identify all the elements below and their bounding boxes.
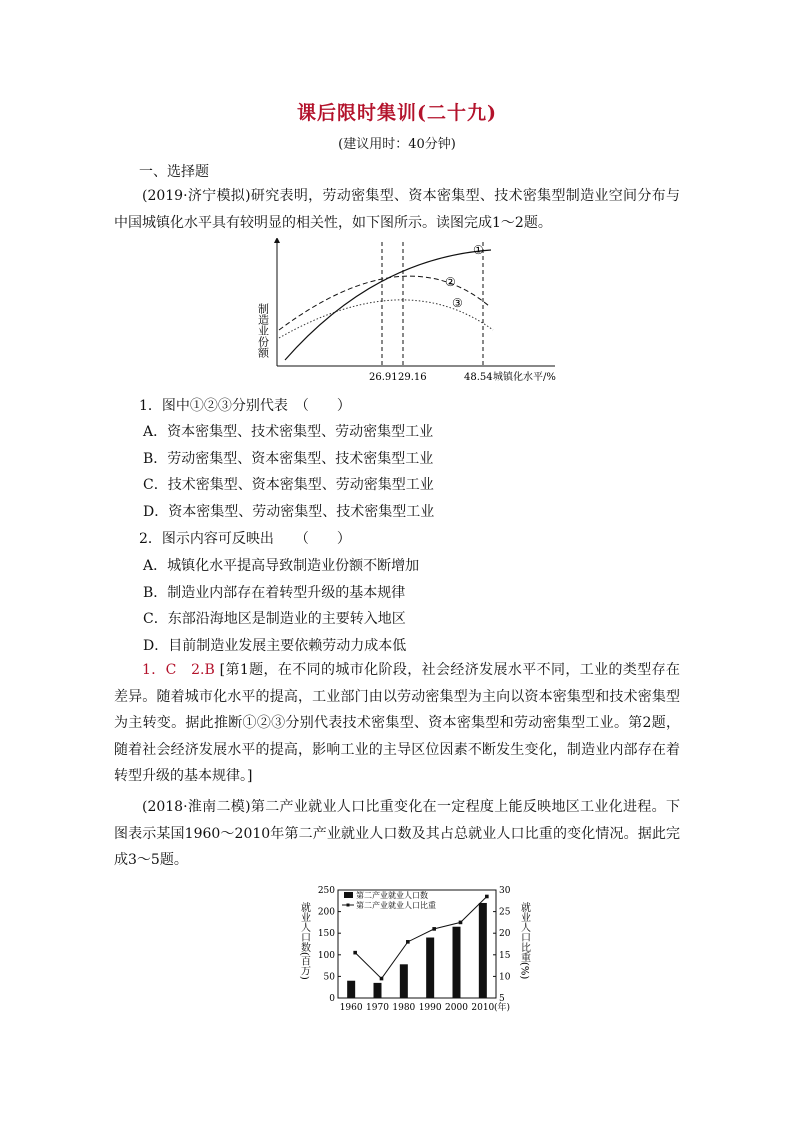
answer-block-1 [114, 657, 680, 790]
bar-2010 [479, 903, 487, 998]
share-point-1960 [353, 951, 357, 955]
legend-bar-label: 第二产业就业人口数 [356, 891, 428, 900]
figure-employment-chart [280, 880, 550, 1020]
share-point-1990 [432, 927, 436, 931]
answer-explanation: [第1题，在不同的城市化阶段，社会经济发展水平不同，工业的类型存在差异。随着城市化水平的提高，工业部门由以劳动密集型为主向以资本密集型和技术密集型为主转变。据此推断①②③分别代表技术密集型、资本密集型和劳动密集型工业。第2题，随着社会经济发展水平的提高，影响工业的主导区位因素不断发生变化，制造业内部存在着转型升级的基本规律。] [114, 662, 681, 784]
left-tick-label: 200 [317, 907, 335, 918]
x-axis-label: 城镇化水平/% [493, 372, 556, 383]
curve-1-label: ① [473, 243, 484, 257]
section-heading: 一、选择题 [139, 164, 209, 180]
x-tick-26-91: 26.91 [369, 372, 398, 383]
right-tick-label: 25 [499, 907, 511, 918]
bar-1970 [374, 983, 382, 998]
question-2-stem: 2．图示内容可反映出 （ ） [139, 531, 351, 547]
right-tick-label: 20 [499, 929, 511, 940]
x-tick-2000: 2000 [445, 1003, 468, 1013]
left-axis-label: 就业人口数(百万) [298, 902, 310, 980]
question-2-option-b: B．制造业内部存在着转型升级的基本规律 [143, 585, 406, 601]
x-tick-1980: 1980 [392, 1003, 416, 1013]
question-1-option-d: D．资本密集型、劳动密集型、技术密集型工业 [143, 504, 435, 520]
left-tick-label: 50 [323, 972, 335, 983]
bar-2000 [453, 927, 461, 998]
y-axis-label: 制造业份额 [256, 303, 270, 358]
question-1-stem: 1．图中①②③分别代表 （ ） [139, 398, 351, 414]
question-1-option-b: B．劳动密集型、资本密集型、技术密集型工业 [143, 451, 434, 467]
curve-2-label: ② [445, 275, 456, 289]
x-tick-48-54: 48.54 [464, 372, 493, 383]
figure-urbanization-manufacturing [255, 238, 575, 388]
right-axis-label: 就业人口比重(%) [518, 902, 530, 980]
bar-1960 [347, 981, 355, 998]
x-tick-1970: 1970 [366, 1003, 389, 1013]
left-tick-label: 100 [317, 950, 335, 961]
x-tick-2010: 2010 [471, 1003, 495, 1013]
page-title: 课后限时集训(二十九) [297, 102, 497, 124]
share-point-1970 [380, 977, 384, 981]
legend-line-marker [347, 904, 350, 907]
x-tick-29-16: 29.16 [398, 372, 427, 383]
left-tick-label: 0 [329, 994, 335, 1004]
legend-bar-swatch [344, 892, 353, 898]
answer-key: 1．C 2.B [142, 662, 215, 678]
share-point-2000 [459, 921, 463, 925]
right-tick-label: 10 [499, 972, 511, 983]
intro-paragraph-1: (2019·济宁模拟)研究表明，劳动密集型、资本密集型、技术密集型制造业空间分布与中国城镇化水平具有较明显的相关性，如下图所示。读图完成1～2题。 [114, 188, 680, 231]
page-subtitle: (建议用时：40分钟) [338, 137, 456, 152]
right-tick-label: 15 [499, 950, 511, 961]
question-1-option-c: C．技术密集型、资本密集型、劳动密集型工业 [143, 477, 434, 493]
x-tick-1990: 1990 [418, 1003, 442, 1013]
intro-paragraph-2: (2018·淮南二模)第二产业就业人口比重变化在一定程度上能反映地区工业化进程。下图表示某国1960～2010年第二产业就业人口数及其占总就业人口比重的变化情况。据此完成3～5题。 [114, 799, 680, 868]
left-tick-label: 150 [317, 929, 335, 940]
share-point-2010 [485, 895, 489, 899]
question-2-option-a: A．城镇化水平提高导致制造业份额不断增加 [143, 558, 420, 574]
bar-1990 [426, 938, 434, 998]
question-1-option-a: A．资本密集型、技术密集型、劳动密集型工业 [143, 424, 434, 440]
legend-line-label: 第二产业就业人口比重 [356, 901, 436, 910]
right-tick-label: 30 [499, 886, 511, 896]
curve-3-label: ③ [452, 296, 463, 310]
x-tick-1960: 1960 [339, 1003, 363, 1013]
right-tick-label: 5 [499, 994, 505, 1004]
question-2-option-c: C．东部沿海地区是制造业的主要转入地区 [143, 611, 406, 627]
question-2-option-d: D．目前制造业发展主要依赖劳动力成本低 [143, 638, 407, 654]
left-tick-label: 250 [317, 886, 335, 896]
x-unit-label: (年) [494, 1003, 511, 1013]
share-point-1980 [406, 940, 410, 944]
bar-1980 [400, 964, 408, 998]
